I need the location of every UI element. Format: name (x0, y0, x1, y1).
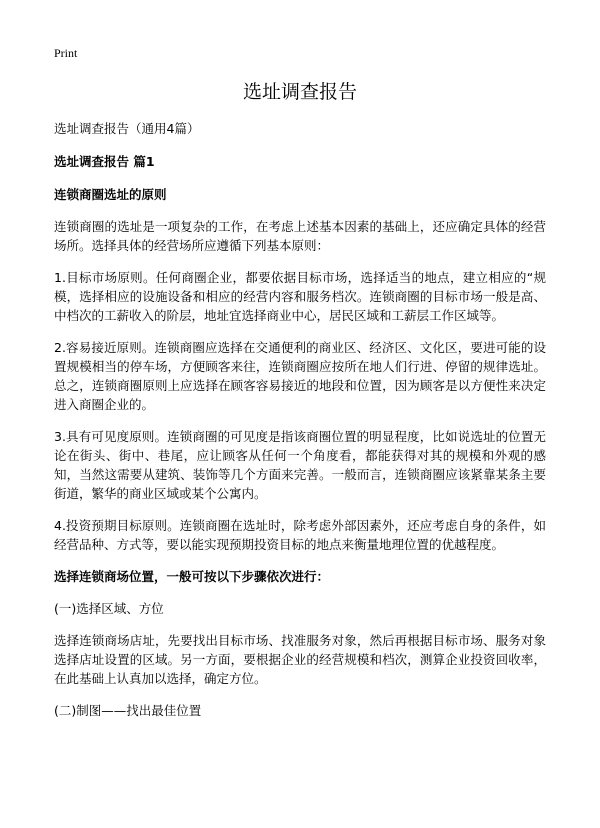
principle-paragraph: 4.投资预期目标原则。连锁商圈在选址时，除考虑外部因素外，还应考虑自身的条件，如经营品种、方式等，要以能实现预期投资目标的地点来衡量地理位置的优越程度。 (54, 518, 546, 552)
step-title: (一)选择区域、方位 (54, 601, 164, 616)
document-body (54, 119, 546, 733)
document-subtitle: 选址调查报告（通用4篇） (54, 121, 200, 136)
step-title: (二)制图——找出最佳位置 (54, 703, 202, 718)
chapter-heading: 选址调查报告 篇1 (54, 154, 155, 169)
principle-paragraph: 3.具有可见度原则。连锁商圈的可见度是指该商圈位置的明显程度，比如说选址的位置无论在街头、街中、巷尾，应让顾客从任何一个角度看，都能获得对其的规模和外观的感知，当然这需要从建筑、装饰等几个方面来完善。一般而言，连锁商圈应该紧靠某条主要街道，繁华的商业区域或某个公寓内。 (54, 429, 546, 501)
document-title: 选址调查报告 (242, 81, 357, 103)
principle-paragraph: 1.目标市场原则。任何商圈企业，都要依据目标市场，选择适当的地点，建立相应的“规模，选择相应的设施设备和相应的经营内容和服务档次。连锁商圈的目标市场一般是高、中档次的工薪收入的阶层，地址宜选择商业中心，居民区域和工薪层工作区域等。 (54, 270, 546, 323)
print-label: Print (54, 46, 78, 60)
section-heading-principles: 连锁商圈选址的原则 (54, 187, 167, 202)
intro-paragraph: 连锁商圈的选址是一项复杂的工作，在考虑上述基本因素的基础上，还应确定具体的经营场所。选择具体的经营场所应遵循下列基本原则： (54, 219, 546, 253)
section-heading-steps: 选择连锁商场位置，一般可按以下步骤依次进行： (54, 569, 330, 584)
principle-paragraph: 2.容易接近原则。连锁商圈应选择在交通便利的商业区、经济区、文化区，要进可能的设置规模相当的停车场，方便顾客来往，连锁商圈应按所在地人们行进、停留的规律选址。总之，连锁商圈原则上应选择在顾客容易接近的地段和位置，因为顾客是以方便性来决定进入商圈企业的。 (54, 340, 546, 412)
step-paragraph: 选择连锁商场店址，先要找出目标市场、找准服务对象，然后再根据目标市场、服务对象选择店址设置的区域。另一方面，要根据企业的经营规模和档次，测算企业投资回收率，在此基础上认真加以选择，确定方位。 (54, 633, 546, 686)
